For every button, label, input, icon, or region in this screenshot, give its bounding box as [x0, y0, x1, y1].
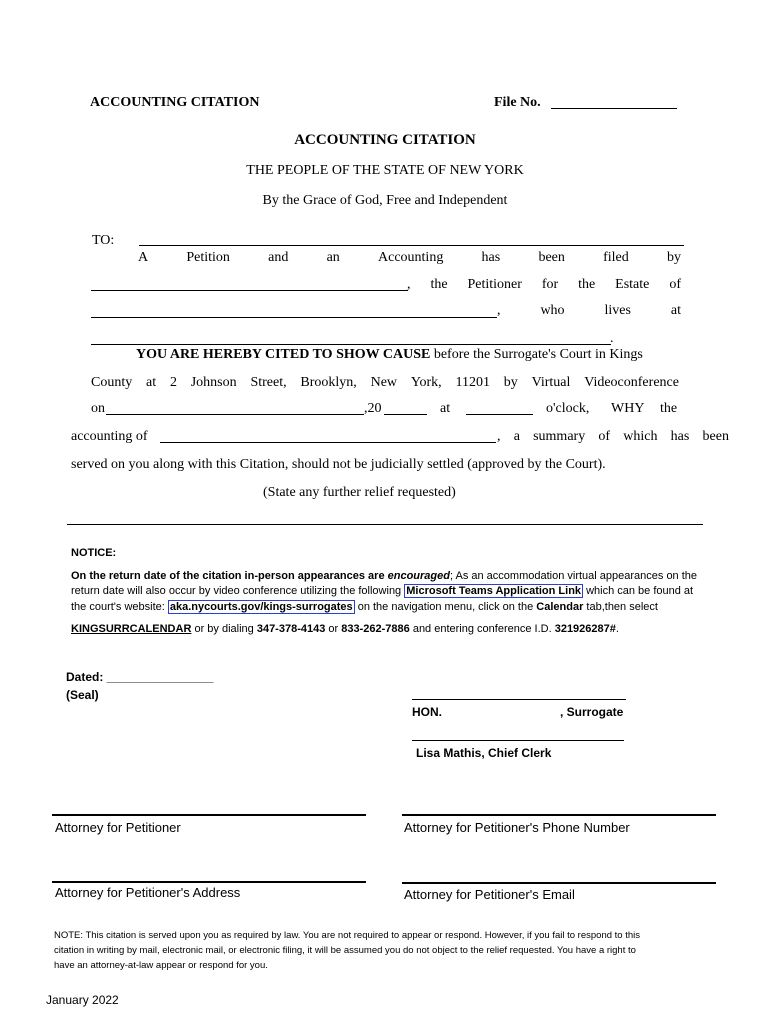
date-line[interactable] — [106, 414, 364, 415]
at-label: at — [440, 401, 451, 416]
why-label: WHY — [611, 401, 645, 416]
served-line: served on you along with this Citation, should not be judicially settled (approved by the Court). — [71, 457, 606, 472]
teams-link[interactable]: Microsoft Teams Application Link — [406, 585, 582, 597]
accounting-line[interactable] — [160, 442, 496, 443]
notice-line-4: KINGSURRCALENDAR or by dialing 347-378-4143 or 833-262-7886 and entering conference I.D. 321926287#. — [71, 623, 619, 635]
attorney-phone-label: Attorney for Petitioner's Phone Number — [404, 820, 630, 835]
address-line[interactable] — [91, 344, 611, 345]
cited-line: YOU ARE HEREBY CITED TO SHOW CAUSE before the Surrogate's Court in Kings — [136, 347, 643, 362]
on-label: on — [91, 401, 105, 416]
year-line[interactable] — [384, 414, 427, 415]
year-prefix: ,20 — [364, 401, 382, 416]
attorney-phone-line[interactable] — [402, 814, 716, 816]
petitioner-name-line[interactable] — [91, 290, 408, 291]
petitioner-row: , the Petitioner for the Estate of — [407, 277, 681, 292]
to-line[interactable] — [139, 245, 684, 246]
form-date: January 2022 — [46, 993, 119, 1007]
file-no-label: File No. — [494, 95, 541, 110]
file-no-line[interactable] — [551, 108, 677, 109]
attorney-email-line[interactable] — [402, 882, 716, 884]
hon-label: HON. — [412, 705, 442, 719]
court-website-link[interactable]: aka.nycourts.gov/kings-surrogates — [169, 601, 353, 613]
surrogate-label: , Surrogate — [560, 705, 624, 719]
relief-rule[interactable] — [67, 524, 703, 525]
header-left-title: ACCOUNTING CITATION — [90, 95, 260, 110]
time-line[interactable] — [466, 414, 533, 415]
notice-line-3: the court's website: aka.nycourts.gov/kings-surrogates on the navigation menu, click on the Calendar tab,then select — [71, 601, 658, 613]
the-label: the — [660, 401, 678, 416]
who-lives-row: , who lives at — [497, 303, 681, 318]
notice-line-2: return date will also occur by video conference utilizing the following Microsoft Teams Application Link which can be found at — [71, 585, 694, 597]
citation-title: ACCOUNTING CITATION — [294, 132, 476, 148]
seal-label: (Seal) — [66, 688, 99, 702]
petition-row: A Petition and an Accounting has been filed by — [138, 250, 681, 265]
relief-line: (State any further relief requested) — [263, 485, 456, 500]
footer-note: NOTE: This citation is served upon you as required by law. You are not required to appear or respond. However, if you fail to respond to this citation in writing by mail, electronic mail, or electronic filing, it will be assumed you do not object to the relief requested. You have a right to have an attorney-at-law appear or respond for you. — [54, 930, 640, 971]
estate-line[interactable] — [91, 317, 497, 318]
grace-line: By the Grace of God, Free and Independent — [262, 193, 508, 208]
clerk-name: Lisa Mathis, Chief Clerk — [416, 746, 552, 760]
people-line: THE PEOPLE OF THE STATE OF NEW YORK — [246, 163, 524, 178]
summary-row: , a summary of which has been — [497, 429, 729, 444]
judge-signature-line[interactable] — [412, 699, 626, 700]
oclock-label: o'clock, — [546, 401, 590, 416]
attorney-name-line[interactable] — [52, 814, 366, 816]
to-label: TO: — [92, 233, 115, 248]
address-period: . — [610, 331, 614, 346]
clerk-signature-line[interactable] — [412, 740, 624, 741]
attorney-address-label: Attorney for Petitioner's Address — [55, 885, 241, 900]
notice-heading: NOTICE: — [71, 547, 117, 559]
attorney-email-label: Attorney for Petitioner's Email — [404, 887, 575, 902]
attorney-name-label: Attorney for Petitioner — [55, 820, 181, 835]
county-row: County at 2 Johnson Street, Brooklyn, New York, 11201 by Virtual Videoconference — [91, 375, 679, 390]
dated-field[interactable]: Dated: ________________ — [66, 670, 214, 684]
accounting-of-label: accounting of — [71, 429, 148, 444]
attorney-address-line[interactable] — [52, 881, 366, 883]
notice-line-1: On the return date of the citation in-person appearances are encouraged; As an accommodation virtual appearances on the — [71, 570, 698, 582]
